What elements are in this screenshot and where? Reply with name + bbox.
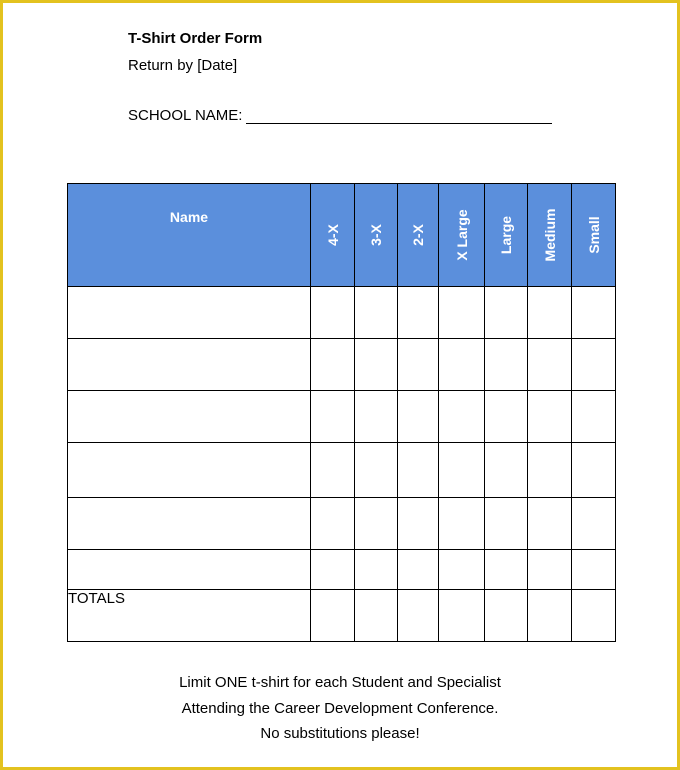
qty-cell[interactable] <box>398 498 439 550</box>
qty-cell[interactable] <box>355 498 398 550</box>
qty-cell[interactable] <box>485 498 528 550</box>
size-header-3x <box>355 184 398 287</box>
qty-cell[interactable] <box>439 550 485 590</box>
qty-cell[interactable] <box>439 498 485 550</box>
qty-cell[interactable] <box>528 443 572 498</box>
qty-cell[interactable] <box>485 287 528 339</box>
name-cell[interactable] <box>68 550 311 590</box>
size-header-2x <box>398 184 439 287</box>
qty-cell[interactable] <box>572 339 616 391</box>
form-title: T-Shirt Order Form <box>128 30 263 47</box>
size-header-label: 4-X <box>324 224 341 246</box>
qty-cell[interactable] <box>528 498 572 550</box>
size-header-small <box>572 184 616 287</box>
size-header-medium <box>528 184 572 287</box>
qty-cell[interactable] <box>355 391 398 443</box>
qty-cell[interactable] <box>439 339 485 391</box>
return-by-text: Return by [Date] <box>128 57 238 74</box>
totals-row <box>68 590 616 642</box>
name-cell[interactable] <box>68 287 311 339</box>
table-row <box>68 498 616 550</box>
qty-cell[interactable] <box>355 550 398 590</box>
qty-cell[interactable] <box>528 391 572 443</box>
name-cell[interactable] <box>68 498 311 550</box>
qty-cell[interactable] <box>528 550 572 590</box>
qty-cell[interactable] <box>572 443 616 498</box>
size-header-label: 2-X <box>410 224 426 246</box>
qty-cell[interactable] <box>355 287 398 339</box>
qty-cell[interactable] <box>572 391 616 443</box>
size-header-label: X Large <box>453 209 470 261</box>
qty-cell[interactable] <box>311 391 355 443</box>
total-cell[interactable] <box>572 590 616 642</box>
size-header-label: 3-X <box>368 224 384 246</box>
name-cell[interactable] <box>68 443 311 498</box>
header-row <box>68 184 616 287</box>
table-row <box>68 391 616 443</box>
qty-cell[interactable] <box>311 443 355 498</box>
table-row <box>68 550 616 590</box>
qty-cell[interactable] <box>355 339 398 391</box>
size-header-4x <box>311 184 355 287</box>
qty-cell[interactable] <box>311 287 355 339</box>
order-table <box>67 183 616 642</box>
qty-cell[interactable] <box>398 391 439 443</box>
qty-cell[interactable] <box>398 287 439 339</box>
size-header-large <box>485 184 528 287</box>
qty-cell[interactable] <box>485 550 528 590</box>
total-cell[interactable] <box>439 590 485 642</box>
qty-cell[interactable] <box>355 443 398 498</box>
name-header-label: Name <box>169 209 209 225</box>
name-cell[interactable] <box>68 391 311 443</box>
total-cell[interactable] <box>311 590 355 642</box>
qty-cell[interactable] <box>439 287 485 339</box>
qty-cell[interactable] <box>439 391 485 443</box>
qty-cell[interactable] <box>439 443 485 498</box>
size-header-xlarge <box>439 184 485 287</box>
school-name-label: SCHOOL NAME: <box>128 107 243 124</box>
table-row <box>68 339 616 391</box>
total-cell[interactable] <box>355 590 398 642</box>
qty-cell[interactable] <box>572 498 616 550</box>
qty-cell[interactable] <box>572 287 616 339</box>
total-cell[interactable] <box>398 590 439 642</box>
qty-cell[interactable] <box>485 339 528 391</box>
size-header-label: Small <box>585 216 602 254</box>
qty-cell[interactable] <box>485 391 528 443</box>
qty-cell[interactable] <box>485 443 528 498</box>
totals-label: TOTALS <box>68 590 311 642</box>
name-cell[interactable] <box>68 339 311 391</box>
table-row <box>68 287 616 339</box>
qty-cell[interactable] <box>398 339 439 391</box>
footer-line-3: No substitutions please! <box>260 725 420 742</box>
total-cell[interactable] <box>528 590 572 642</box>
qty-cell[interactable] <box>311 550 355 590</box>
school-name-field[interactable] <box>246 123 552 124</box>
footer-line-1: Limit ONE t-shirt for each Student and Specialist <box>179 674 501 691</box>
qty-cell[interactable] <box>528 287 572 339</box>
qty-cell[interactable] <box>398 550 439 590</box>
footer-line-2: Attending the Career Development Conference. <box>181 700 499 717</box>
total-cell[interactable] <box>485 590 528 642</box>
qty-cell[interactable] <box>528 339 572 391</box>
qty-cell[interactable] <box>311 498 355 550</box>
qty-cell[interactable] <box>572 550 616 590</box>
table-row <box>68 443 616 498</box>
qty-cell[interactable] <box>311 339 355 391</box>
name-column-header <box>68 184 311 287</box>
qty-cell[interactable] <box>398 443 439 498</box>
size-header-label: Large <box>498 215 514 255</box>
size-header-label: Medium <box>541 208 558 262</box>
